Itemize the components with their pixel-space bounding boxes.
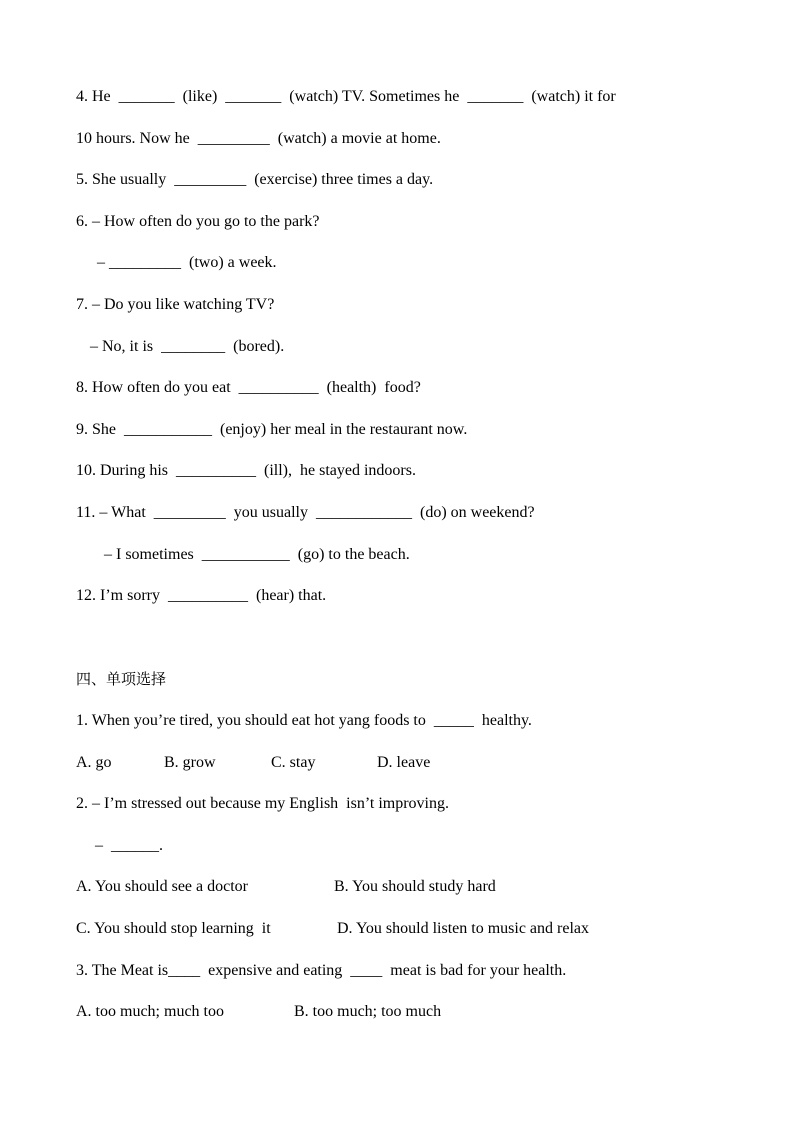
- choice-2-option-c: C. You should stop learning it: [76, 920, 271, 937]
- choice-1-option-a: A. go: [76, 754, 112, 771]
- choice-1-option-d: D. leave: [377, 754, 431, 771]
- question-6-reply: – _________ (two) a week.: [97, 254, 277, 271]
- question-4-line-1: 4. He _______ (like) _______ (watch) TV. Sometimes he _______ (watch) it for: [76, 88, 616, 105]
- question-8: 8. How often do you eat __________ (health) food?: [76, 379, 421, 396]
- choice-3-option-b: B. too much; too much: [294, 1003, 442, 1020]
- choice-3-option-a: A. too much; much too: [76, 1003, 224, 1020]
- question-7-reply: – No, it is ________ (bored).: [90, 338, 285, 355]
- choice-2-option-d: D. You should listen to music and relax: [337, 920, 589, 937]
- question-7-prompt: 7. – Do you like watching TV?: [76, 296, 275, 313]
- question-9: 9. She ___________ (enjoy) her meal in the restaurant now.: [76, 421, 468, 438]
- choice-2-stem: 2. – I’m stressed out because my English isn’t improving.: [76, 795, 449, 812]
- choice-2-reply: – ______.: [95, 837, 163, 854]
- question-5: 5. She usually _________ (exercise) three times a day.: [76, 171, 434, 188]
- choice-1-stem: 1. When you’re tired, you should eat hot yang foods to _____ healthy.: [76, 712, 532, 729]
- question-10: 10. During his __________ (ill), he stayed indoors.: [76, 462, 416, 479]
- section-title: 四、单项选择: [76, 670, 167, 688]
- question-12: 12. I’m sorry __________ (hear) that.: [76, 587, 327, 604]
- choice-1-option-b: B. grow: [164, 754, 216, 771]
- choice-1-option-c: C. stay: [271, 754, 316, 771]
- question-6-prompt: 6. – How often do you go to the park?: [76, 213, 320, 230]
- choice-2-option-a: A. You should see a doctor: [76, 878, 248, 895]
- question-11-reply: – I sometimes ___________ (go) to the beach.: [104, 546, 410, 563]
- question-11-prompt: 11. – What _________ you usually ____________ (do) on weekend?: [76, 504, 535, 521]
- choice-3-stem: 3. The Meat is____ expensive and eating ____ meat is bad for your health.: [76, 962, 567, 979]
- question-4-line-2: 10 hours. Now he _________ (watch) a movie at home.: [76, 130, 441, 147]
- choice-2-option-b: B. You should study hard: [334, 878, 496, 895]
